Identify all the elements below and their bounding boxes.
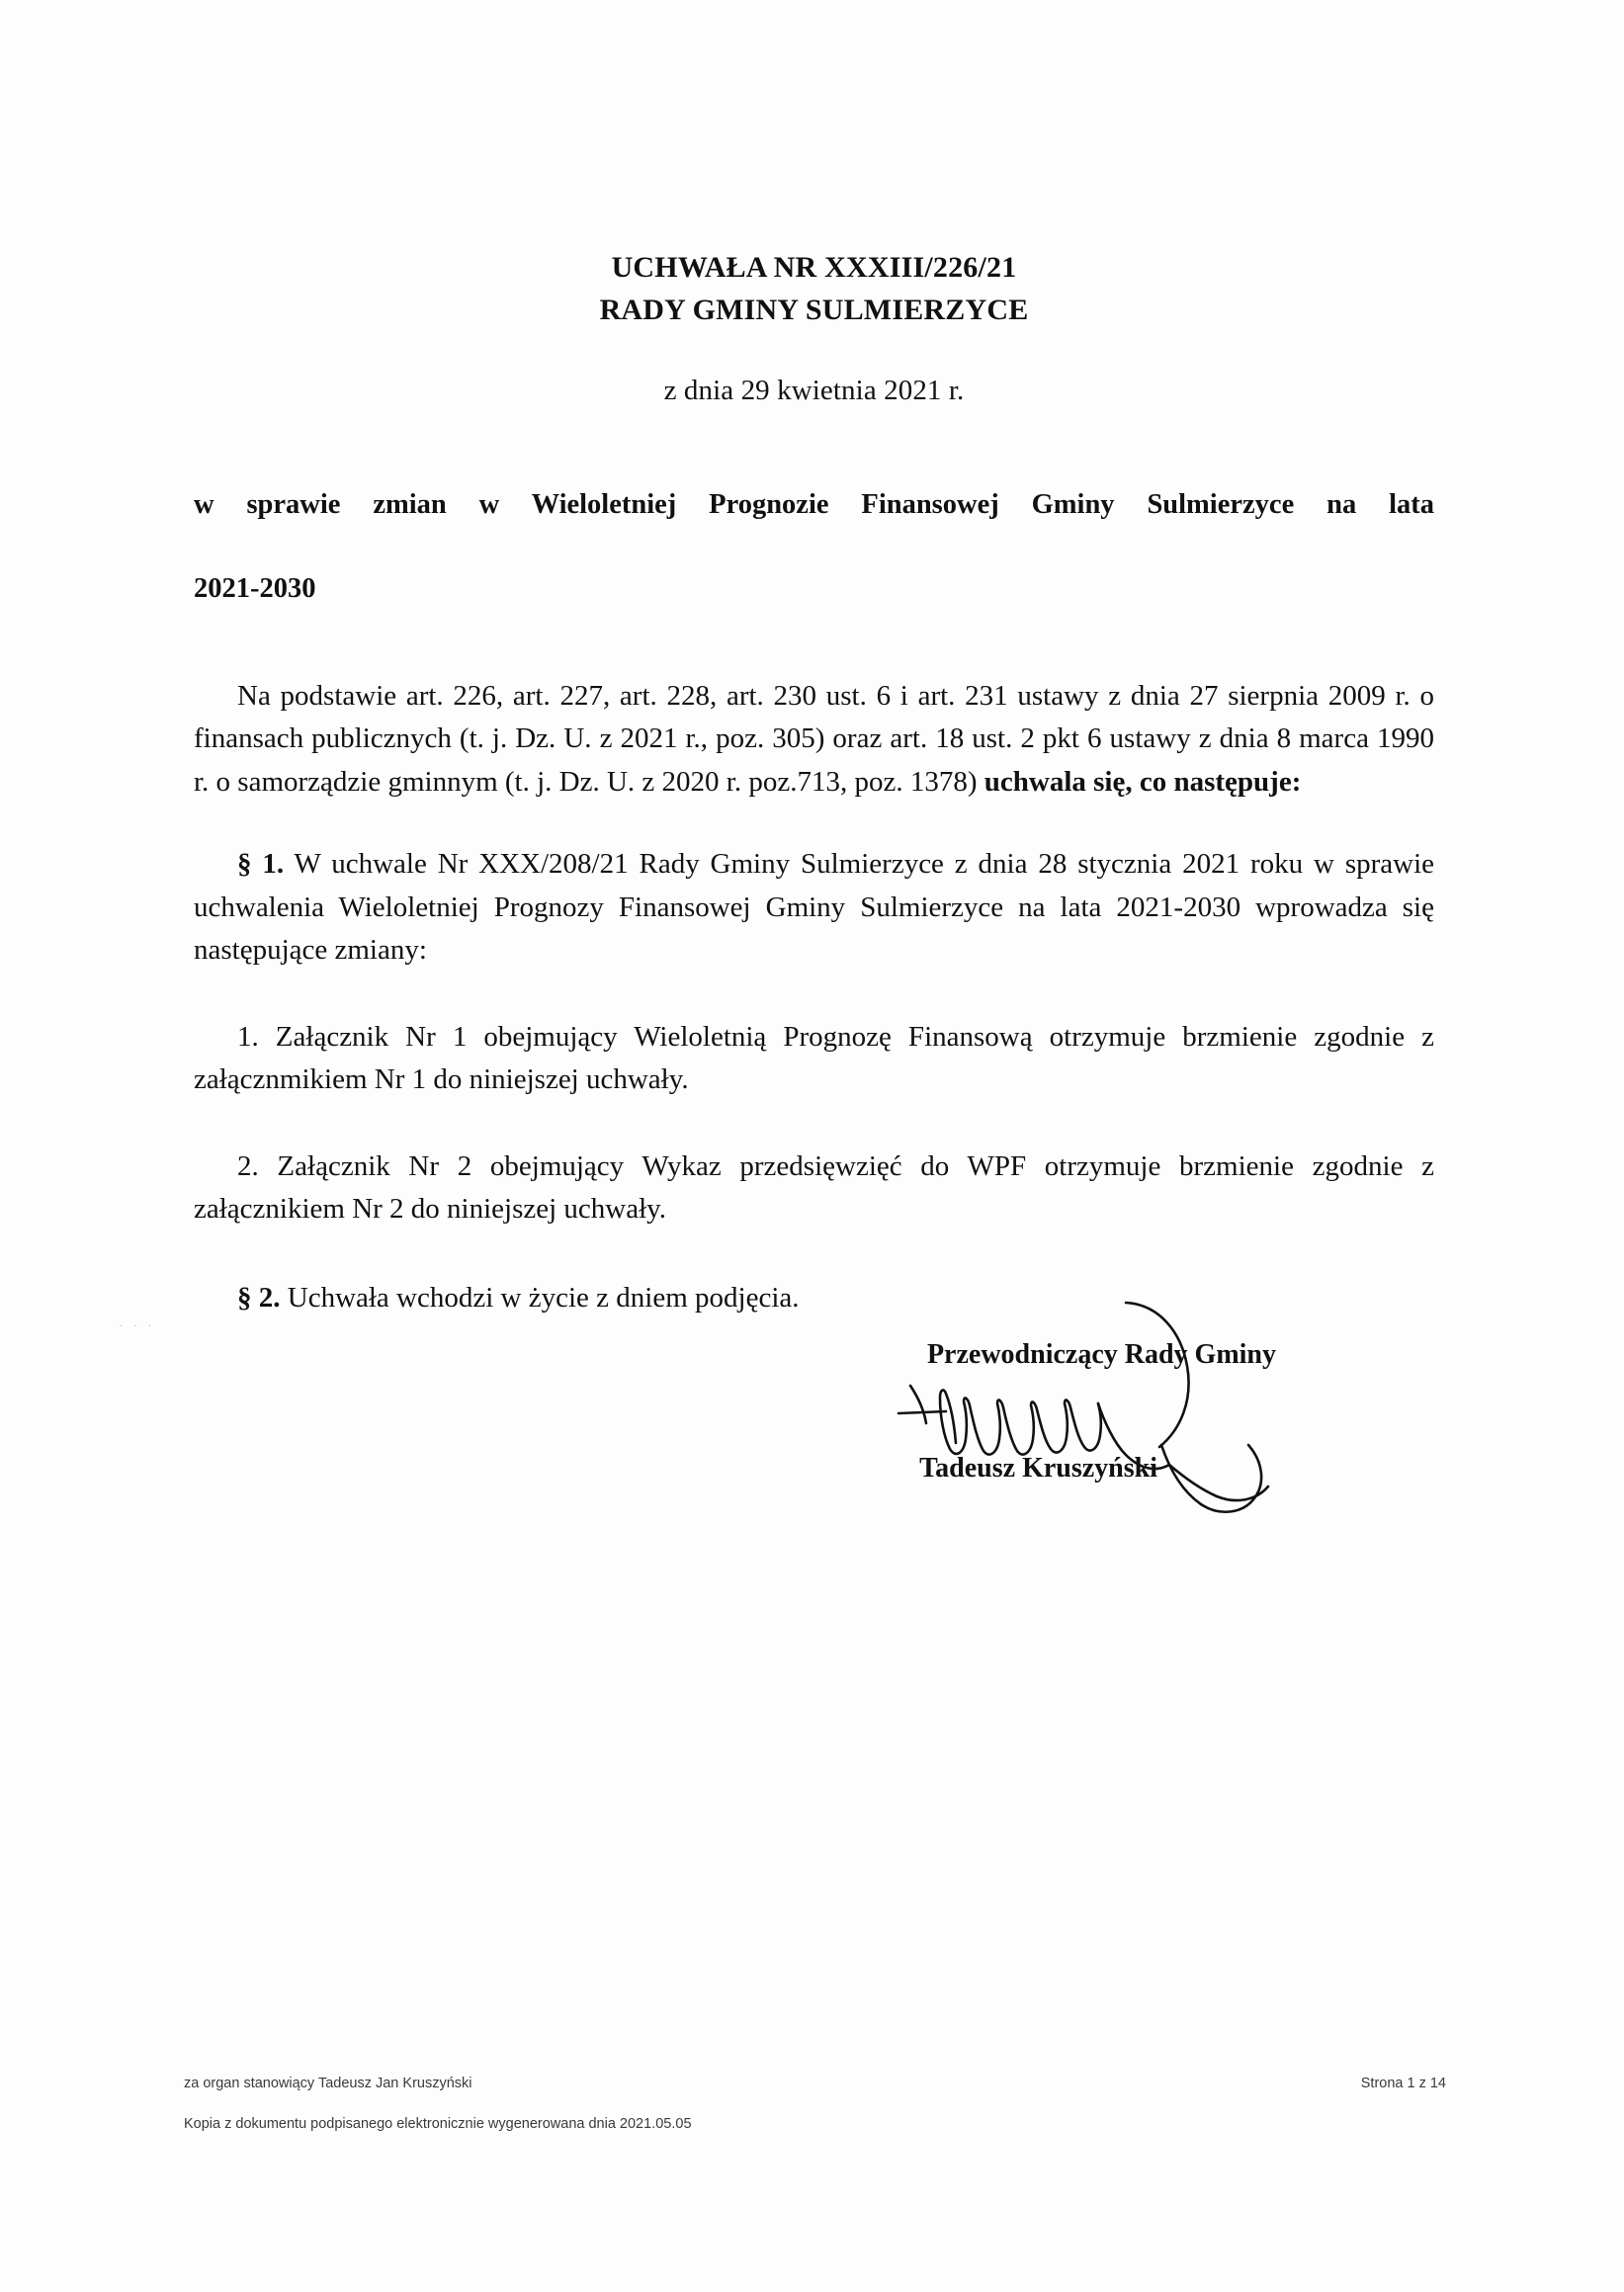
- paragraph-2-marker: § 2.: [237, 1281, 281, 1314]
- subject-line-1: w sprawie zmian w Wieloletniej Prognozie Finansowej Gminy Sulmierzyce na lata: [194, 489, 1434, 521]
- footer-line-1: za organ stanowiący Tadeusz Jan Kruszyński: [184, 2076, 472, 2091]
- page-artifact: · · ·: [119, 1316, 155, 1332]
- paragraph-1: [194, 843, 1434, 973]
- legal-basis-enacting-clause: uchwala się, co następuje:: [983, 765, 1302, 798]
- signature-role: Przewodniczący Rady Gminy: [926, 1339, 1276, 1370]
- point-2: [194, 1146, 1434, 1231]
- footer-line-2: Kopia z dokumentu podpisanego elektronicznie wygenerowana dnia 2021.05.05: [184, 2116, 692, 2133]
- point-2-text: 2. Załącznik Nr 2 obejmujący Wykaz przedsięwzięć do WPF otrzymuje brzmienie zgodnie z załącznikiem Nr 2 do niniejszej uchwały.: [194, 1149, 1434, 1226]
- document-date: z dnia 29 kwietnia 2021 r.: [663, 375, 965, 407]
- page-indicator: Strona 1 z 14: [1360, 2076, 1446, 2091]
- title-line-2: RADY GMINY SULMIERZYCE: [599, 293, 1029, 326]
- document-subject: [194, 484, 1434, 610]
- signature-block: [194, 1315, 1434, 1571]
- paragraph-1-marker: § 1.: [237, 848, 285, 881]
- handwritten-signature-icon: [762, 1295, 1316, 1522]
- paragraph-1-text: W uchwale Nr XXX/208/21 Rady Gminy Sulmierzyce z dnia 28 stycznia 2021 roku w sprawie uchwalenia Wieloletniej Prognozy Finansowej Gminy Sulmierzyce na lata 2021-2030 wprowadza się następujące zmiany:: [194, 848, 1435, 967]
- point-1: [194, 1016, 1434, 1102]
- legal-basis-paragraph: [194, 675, 1434, 805]
- footer-left: [184, 2076, 975, 2134]
- document-title: [194, 247, 1434, 331]
- paragraph-2-text: Uchwała wchodzi w życie z dniem podjęcia.: [287, 1281, 800, 1314]
- paragraph-2: [194, 1277, 1434, 1320]
- signature-name: Tadeusz Kruszyński: [919, 1453, 1157, 1484]
- document-body: [194, 247, 1434, 1319]
- legal-basis-text: Na podstawie art. 226, art. 227, art. 228, art. 230 ust. 6 i art. 231 ustawy z dnia 27 sierpnia 2009 r. o finansach publicznych (t. j. Dz. U. z 2021 r., poz. 305) oraz art. 18 ust. 2 pkt 6 ustawy z dnia 8 marca 1990 r. o samorządzie gminnym (t. j. Dz. U. z 2020 r. poz.713, poz. 1378): [194, 679, 1434, 798]
- title-line-1: UCHWAŁA NR XXXIII/226/21: [611, 251, 1017, 284]
- subject-line-2: 2021-2030: [194, 572, 316, 604]
- point-1-text: 1. Załącznik Nr 1 obejmujący Wieloletnią Prognozę Finansową otrzymuje brzmienie zgodnie z załącznmikiem Nr 1 do niniejszej uchwały.: [194, 1020, 1434, 1096]
